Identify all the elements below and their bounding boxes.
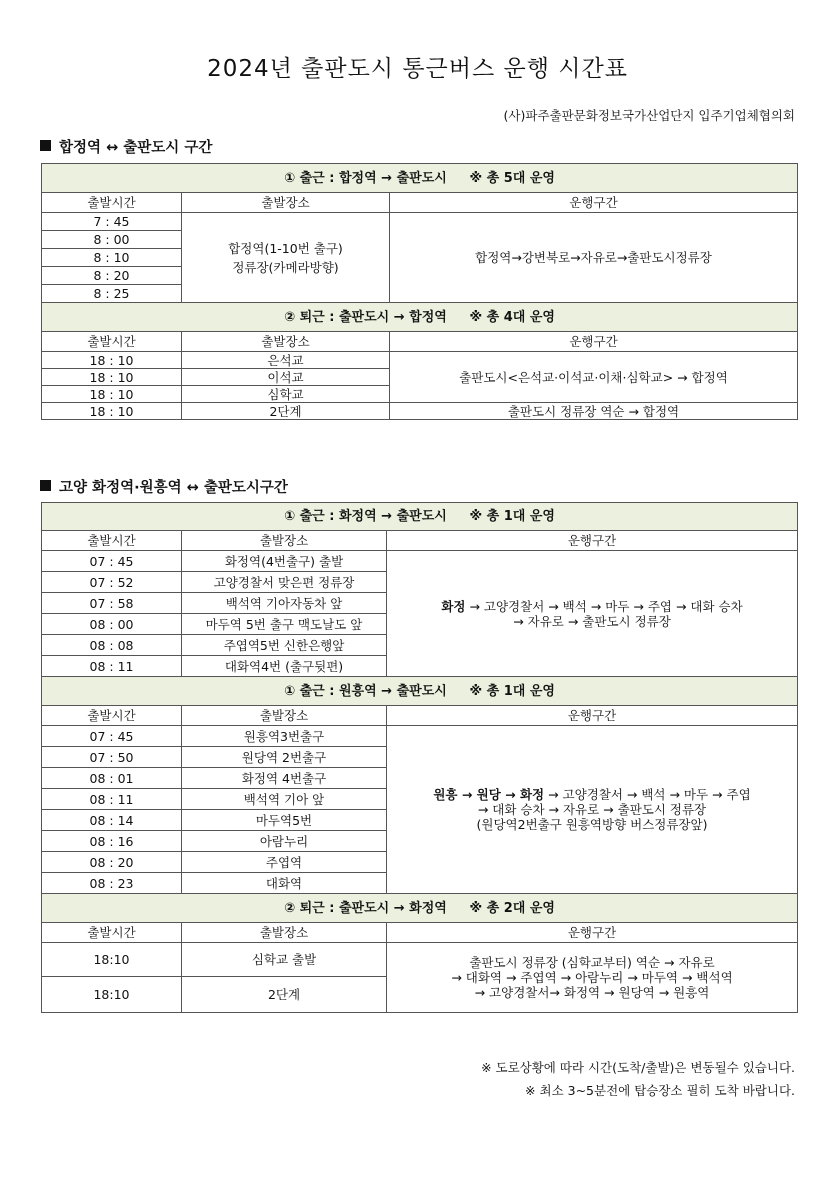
departure-time: 18:10 xyxy=(42,977,182,1013)
organization-name: (사)파주출판문화정보국가산업단지 입주기업체협의회 xyxy=(503,108,795,123)
departure-time: 18 : 10 xyxy=(42,369,182,386)
departure-time: 07 : 58 xyxy=(42,593,182,614)
departure-time: 7 : 45 xyxy=(42,213,182,231)
departure-place: 심학교 xyxy=(182,386,390,403)
departure-time: 07 : 50 xyxy=(42,747,182,768)
col-header-route: 운행구간 xyxy=(390,332,798,352)
col-header-route: 운행구간 xyxy=(387,923,798,943)
route xyxy=(387,551,798,677)
route-bold-part: 화정 xyxy=(441,598,466,614)
departure-place: 주엽역5번 신한은행앞 xyxy=(182,635,387,656)
departure-time: 8 : 20 xyxy=(42,267,182,285)
departure-time: 08 : 08 xyxy=(42,635,182,656)
departure-time: 18 : 10 xyxy=(42,403,182,420)
col-header-route: 운행구간 xyxy=(387,531,798,551)
col-header-time: 출발시간 xyxy=(42,193,182,213)
departure-time: 08 : 23 xyxy=(42,873,182,894)
departure-place: 은석교 xyxy=(182,352,390,369)
route xyxy=(387,726,798,894)
route: 합정역→강변북로→자유로→출판도시정류장 xyxy=(390,213,798,303)
col-header-place: 출발장소 xyxy=(182,923,387,943)
col-header-place: 출발장소 xyxy=(182,531,387,551)
section2-out-band: ② 퇴근 : 출판도시 → 화정역 ※ 총 2대 운영 xyxy=(42,894,798,923)
col-header-place: 출발장소 xyxy=(182,706,387,726)
departure-place: 아람누리 xyxy=(182,831,387,852)
departure-time: 18:10 xyxy=(42,943,182,977)
departure-time: 8 : 00 xyxy=(42,231,182,249)
col-header-time: 출발시간 xyxy=(42,531,182,551)
departure-place: 대화역 xyxy=(182,873,387,894)
section2-heading-text: 고양 화정역·원흥역 ↔ 출판도시구간 xyxy=(59,480,288,496)
route-line: → 대화역 → 주엽역 → 아람누리 → 마두역 → 백석역 xyxy=(451,970,733,985)
route-line: → 고양경찰서 → 백석 → 마두 → 주엽 xyxy=(544,787,751,802)
departure-time: 07 : 45 xyxy=(42,726,182,747)
page-title: 2024년 출판도시 통근버스 운행 시간표 xyxy=(207,56,628,82)
col-header-time: 출발시간 xyxy=(42,706,182,726)
departure-time: 8 : 25 xyxy=(42,285,182,303)
departure-place: 화정역 4번출구 xyxy=(182,768,387,789)
departure-place: 주엽역 xyxy=(182,852,387,873)
departure-place: 원당역 2번출구 xyxy=(182,747,387,768)
route: 출판도시 정류장 역순 → 합정역 xyxy=(390,403,798,420)
departure-time: 8 : 10 xyxy=(42,249,182,267)
route-line: → 자유로 → 출판도시 정류장 xyxy=(513,613,671,629)
route xyxy=(387,943,798,1013)
departure-time: 07 : 45 xyxy=(42,551,182,572)
route-line: → 대화 승차 → 자유로 → 출판도시 정류장 xyxy=(477,802,707,817)
departure-time: 18 : 10 xyxy=(42,352,182,369)
route: 출판도시<은석교·이석교·이채·심학교> → 합정역 xyxy=(390,352,798,403)
section1-heading xyxy=(40,136,212,157)
section1-out-band: ② 퇴근 : 출판도시 → 합정역 ※ 총 4대 운영 xyxy=(42,303,798,332)
square-bullet-icon xyxy=(40,140,51,151)
departure-place: 2단계 xyxy=(182,403,390,420)
departure-time: 18 : 10 xyxy=(42,386,182,403)
route-bold-part: 원흥 → 원당 → 화정 xyxy=(433,787,545,802)
col-header-time: 출발시간 xyxy=(42,923,182,943)
route-line: → 고양경찰서 → 백석 → 마두 → 주엽 → 대화 승차 xyxy=(465,598,743,614)
departure-time: 08 : 16 xyxy=(42,831,182,852)
route-line: 출판도시 정류장 (심학교부터) 역순 → 자유로 xyxy=(469,955,715,970)
section2-heading xyxy=(40,476,288,497)
departure-place: 2단계 xyxy=(182,977,387,1013)
col-header-time: 출발시간 xyxy=(42,332,182,352)
col-header-place: 출발장소 xyxy=(182,332,390,352)
departure-time: 08 : 11 xyxy=(42,789,182,810)
departure-place: 합정역(1-10번 출구) 정류장(카메라방향) xyxy=(182,213,390,303)
departure-time: 08 : 00 xyxy=(42,614,182,635)
departure-place: 백석역 기아 앞 xyxy=(182,789,387,810)
departure-place: 마두역 5번 출구 맥도날도 앞 xyxy=(182,614,387,635)
departure-place: 고양경찰서 맞은편 정류장 xyxy=(182,572,387,593)
departure-place: 대화역4번 (출구뒷편) xyxy=(182,656,387,677)
hwajeong-in-band: ① 출근 : 화정역 → 출판도시 ※ 총 1대 운영 xyxy=(42,503,798,531)
departure-place: 심학교 출발 xyxy=(182,943,387,977)
departure-place: 원흥역3번출구 xyxy=(182,726,387,747)
departure-time: 08 : 11 xyxy=(42,656,182,677)
square-bullet-icon xyxy=(40,480,51,491)
footer-note-1: ※ 도로상황에 따라 시간(도착/출발)은 변동될수 있습니다. xyxy=(481,1060,795,1075)
wonheung-in-band: ① 출근 : 원흥역 → 출판도시 ※ 총 1대 운영 xyxy=(42,677,798,706)
departure-place: 마두역5번 xyxy=(182,810,387,831)
route-line: → 고양경찰서→ 화정역 → 원당역 → 원흥역 xyxy=(474,985,710,1000)
section1-heading-text: 합정역 ↔ 출판도시 구간 xyxy=(59,140,213,156)
section1-table xyxy=(41,163,798,420)
departure-time: 08 : 01 xyxy=(42,768,182,789)
col-header-route: 운행구간 xyxy=(390,193,798,213)
footer-note-2: ※ 최소 3~5분전에 탑승장소 필히 도착 바랍니다. xyxy=(525,1083,795,1098)
section2-table xyxy=(41,502,798,1013)
route-note: (원당역2번출구 원흥역방향 버스정류장앞) xyxy=(476,817,708,832)
departure-time: 08 : 20 xyxy=(42,852,182,873)
departure-time: 08 : 14 xyxy=(42,810,182,831)
departure-time: 07 : 52 xyxy=(42,572,182,593)
col-header-route: 운행구간 xyxy=(387,706,798,726)
departure-place: 이석교 xyxy=(182,369,390,386)
section1-in-band: ① 출근 : 합정역 → 출판도시 ※ 총 5대 운영 xyxy=(42,164,798,193)
col-header-place: 출발장소 xyxy=(182,193,390,213)
departure-place: 화정역(4번출구) 출발 xyxy=(182,551,387,572)
departure-place: 백석역 기아자동차 앞 xyxy=(182,593,387,614)
